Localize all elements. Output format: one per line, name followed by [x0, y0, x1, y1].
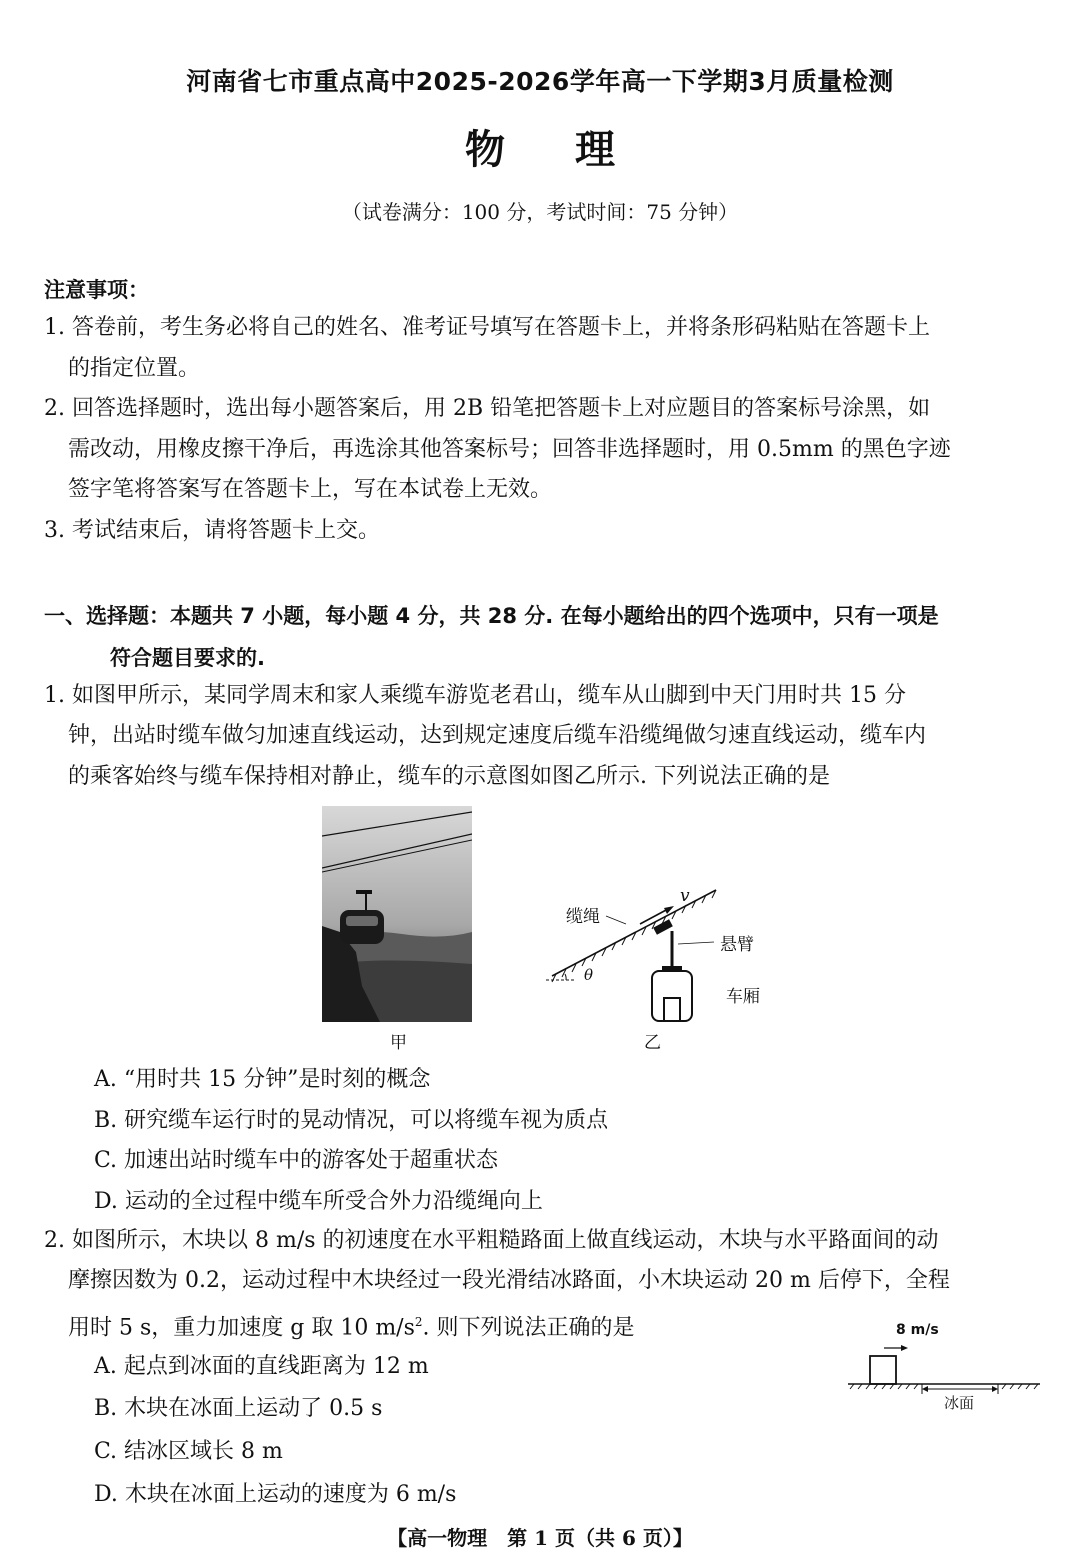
notice-line-2: 的指定位置。: [68, 356, 201, 381]
q2-option-a: A. 起点到冰面的直线距离为 12 m: [94, 1354, 429, 1379]
exam-title: 河南省七市重点高中2025-2026学年高一下学期3月质量检测: [186, 67, 894, 96]
label-arm: 悬臂: [720, 935, 754, 955]
q2-option-d: D. 木块在冰面上运动的速度为 6 m/s: [94, 1482, 457, 1507]
exam-meta: （试卷满分：100 分，考试时间：75 分钟）: [341, 200, 739, 224]
q1-stem-line-3: 的乘客始终与缆车保持相对静止，缆车的示意图如图乙所示. 下列说法正确的是: [68, 764, 830, 789]
section-heading-cont: 符合题目要求的.: [110, 646, 265, 670]
q2-stem-line-3: 用时 5 s，重力加速度 g 取 10 $m/s^2$. 则下列说法正确的是: [68, 1315, 635, 1341]
label-rope: 缆绳: [566, 907, 600, 927]
q1-option-b: B. 研究缆车运行时的晃动情况，可以将缆车视为质点: [94, 1108, 609, 1133]
label-velocity: v: [680, 886, 690, 906]
notice-title: 注意事项：: [44, 278, 149, 302]
label-cabin: 车厢: [726, 987, 760, 1007]
notice-line-4: 需改动，用橡皮擦干净后，再选涂其他答案标号；回答非选择题时，用 0.5mm 的黑色字迹: [68, 437, 951, 462]
label-ice: 冰面: [944, 1394, 975, 1412]
subject-title: 物理: [465, 126, 685, 173]
notice-line-1: 1. 答卷前，考生务必将自己的姓名、准考证号填写在答题卡上，并将条形码粘贴在答题卡上: [44, 315, 930, 340]
cable-car-photo: [322, 806, 472, 1022]
q2-stem-line-2: 摩擦因数为 0.2，运动过程中木块经过一段光滑结冰路面，小木块运动 20 m 后停下，全程: [68, 1268, 950, 1293]
label-initial-speed: 8 m/s: [896, 1322, 939, 1338]
notice-line-5: 签字笔将答案写在答题卡上，写在本试卷上无效。: [68, 477, 553, 502]
q2-stem-line-1: 2. 如图所示，木块以 8 m/s 的初速度在水平粗糙路面上做直线运动，木块与水平路面间的动: [44, 1228, 939, 1253]
section-heading: 一、选择题：本题共 7 小题，每小题 4 分，共 28 分. 在每小题给出的四个选项中，只有一项是: [44, 604, 939, 628]
q1-option-a: A. “用时共 15 分钟”是时刻的概念: [94, 1067, 431, 1092]
q2-option-b: B. 木块在冰面上运动了 0.5 s: [94, 1396, 383, 1421]
q2-option-c: C. 结冰区域长 8 m: [94, 1439, 283, 1464]
q1-stem-line-2: 钟，出站时缆车做匀加速直线运动，达到规定速度后缆车沿缆绳做匀速直线运动，缆车内: [68, 723, 927, 748]
label-theta: θ: [584, 966, 594, 984]
q1-option-d: D. 运动的全过程中缆车所受合外力沿缆绳向上: [94, 1189, 543, 1214]
notice-line-3: 2. 回答选择题时，选出每小题答案后，用 2B 铅笔把答题卡上对应题目的答案标号涂黑，如: [44, 396, 931, 421]
page-footer: 【高一物理 第 1 页（共 6 页）】: [387, 1526, 693, 1550]
notice-line-6: 3. 考试结束后，请将答题卡上交。: [44, 518, 380, 543]
figure-jia-caption: 甲: [390, 1033, 407, 1053]
figure-yi-caption: 乙: [644, 1033, 661, 1053]
q1-option-c: C. 加速出站时缆车中的游客处于超重状态: [94, 1148, 499, 1173]
q1-stem-line-1: 1. 如图甲所示，某同学周末和家人乘缆车游览老君山，缆车从山脚到中天门用时共 15 分: [44, 683, 906, 708]
